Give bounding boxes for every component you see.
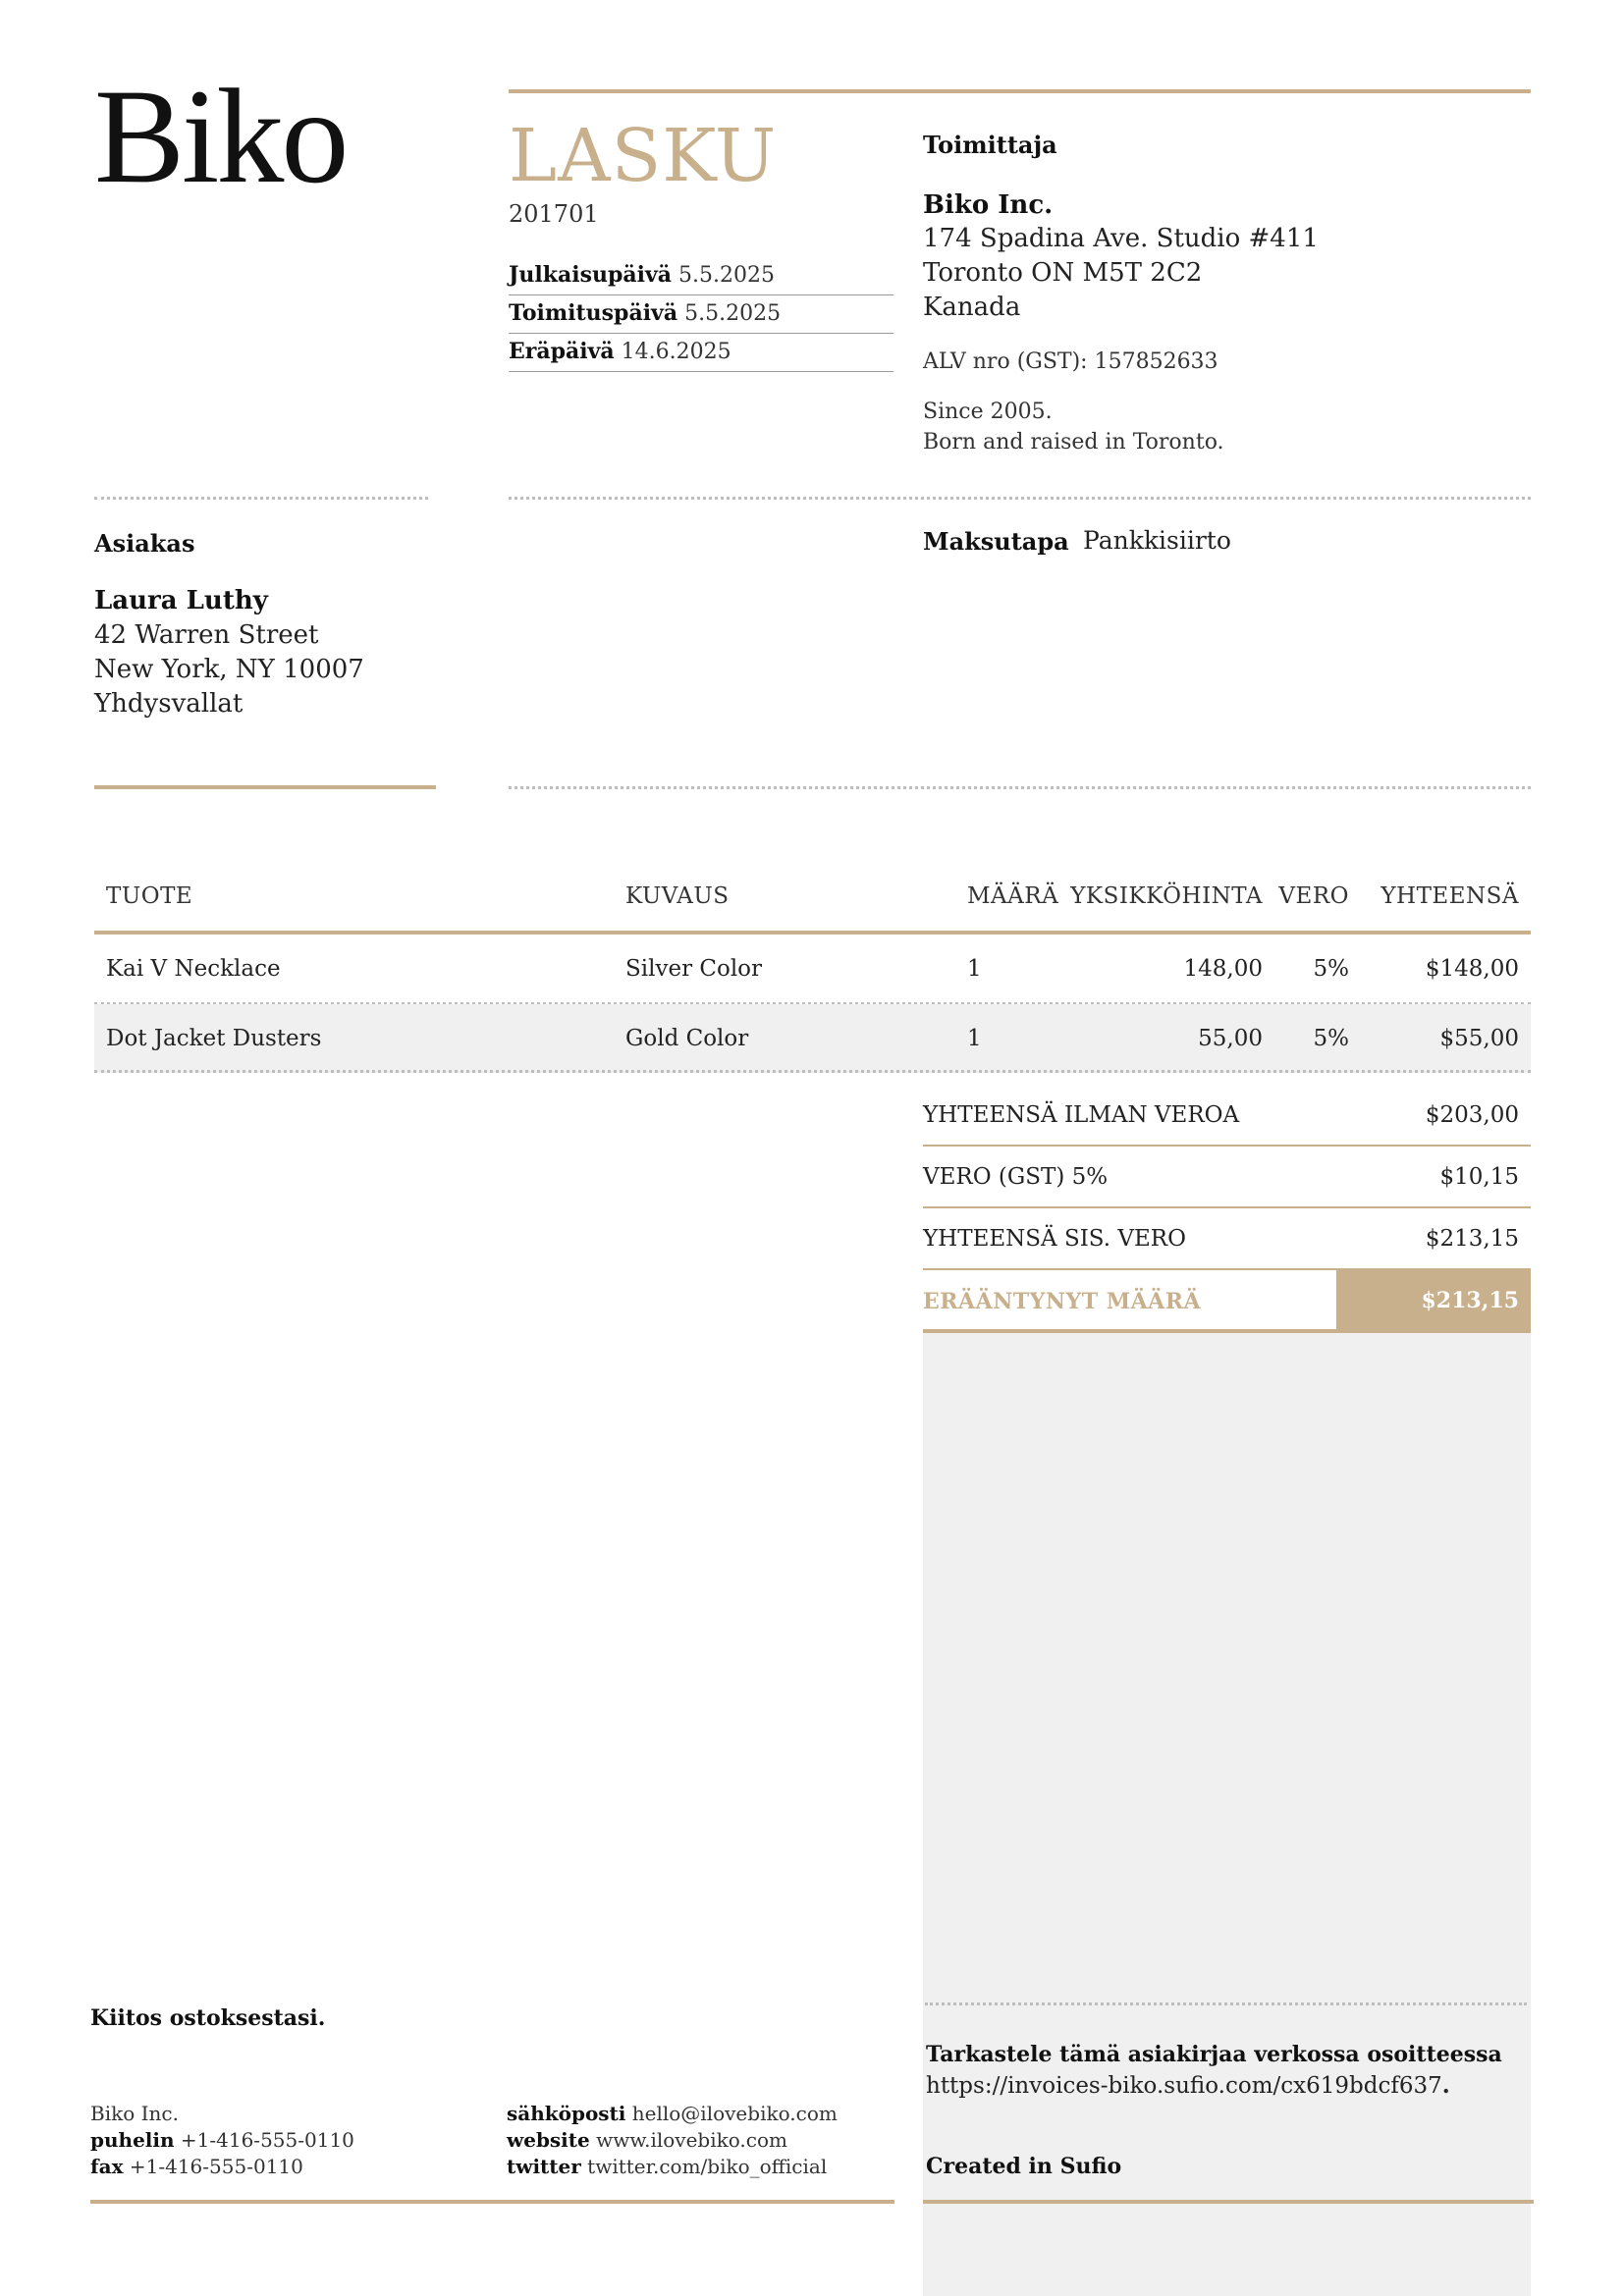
row-product: Kai V Necklace: [106, 956, 281, 982]
invoice-number: 201701: [509, 200, 599, 228]
due-date-label: Eräpäivä: [509, 339, 615, 364]
row-description: Gold Color: [625, 1026, 749, 1051]
row-tax: 5%: [1313, 1026, 1349, 1051]
col-header-total: YHTEENSÄ: [1380, 883, 1519, 909]
row-total: $55,00: [1439, 1026, 1519, 1051]
subtotal-label: YHTEENSÄ ILMAN VEROA: [923, 1102, 1240, 1128]
phone-label: puhelin: [90, 2128, 175, 2152]
customer-address-line-2: New York, NY 10007: [94, 655, 364, 684]
customer-rule: [94, 785, 436, 789]
footer-company-name: Biko Inc.: [90, 2102, 179, 2125]
footer-twitter: [507, 2154, 838, 2180]
supplier-heading: Toimittaja: [923, 131, 1057, 159]
twitter-value[interactable]: twitter.com/biko_official: [587, 2155, 828, 2178]
dotted-divider: [925, 2002, 1527, 2005]
delivery-date-label: Toimituspäivä: [509, 300, 678, 326]
supplier-tagline-2: Born and raised in Toronto.: [923, 430, 1224, 454]
payment-label: Maksutapa: [923, 527, 1069, 556]
col-header-quantity: MÄÄRÄ: [967, 883, 1059, 909]
col-header-tax: VERO: [1278, 883, 1349, 909]
row-product: Dot Jacket Dusters: [106, 1026, 322, 1051]
footer-rule: [90, 2200, 894, 2204]
online-url-suffix: .: [1441, 2072, 1450, 2099]
email-label: sähköposti: [507, 2102, 626, 2125]
row-quantity: 1: [967, 956, 982, 982]
header-rule: [509, 89, 1531, 93]
row-unit-price: 148,00: [1183, 956, 1263, 982]
customer-address-line-3: Yhdysvallat: [94, 689, 244, 719]
due-date-value: 14.6.2025: [621, 340, 731, 364]
footer-contact: [507, 2101, 838, 2180]
phone-value: +1-416-555-0110: [180, 2128, 354, 2152]
supplier-tagline-1: Since 2005.: [923, 400, 1053, 424]
supplier-vat: ALV nro (GST): 157852633: [923, 349, 1218, 374]
due-date-row: [509, 333, 893, 372]
issue-date-label: Julkaisupäivä: [509, 262, 673, 288]
thanks-message: Kiitos ostoksestasi.: [90, 2005, 326, 2031]
row-tax: 5%: [1313, 956, 1349, 982]
table-row: [94, 1004, 1531, 1073]
total-row: [923, 1208, 1531, 1270]
issue-date-row: [509, 256, 893, 295]
amount-due-box: [1336, 1270, 1531, 1329]
amount-due-value: $213,15: [1421, 1288, 1519, 1313]
dotted-divider: [94, 497, 428, 500]
twitter-label: twitter: [507, 2155, 581, 2178]
website-label: website: [507, 2128, 590, 2152]
fax-value: +1-416-555-0110: [129, 2155, 303, 2178]
company-logo: Biko: [94, 61, 347, 211]
row-description: Silver Color: [625, 956, 763, 982]
issue-date-value: 5.5.2025: [678, 263, 775, 288]
footer-company: [90, 2101, 354, 2180]
supplier-name: Biko Inc.: [923, 190, 1054, 220]
online-url[interactable]: https://invoices-biko.sufio.com/cx619bdcf637: [926, 2073, 1442, 2099]
supplier-address-line-1: 174 Spadina Ave. Studio #411: [923, 224, 1319, 253]
row-divider: [94, 1070, 1531, 1073]
col-header-description: KUVAUS: [625, 883, 730, 909]
created-by: Created in Sufio: [926, 2154, 1122, 2179]
total-value: $213,15: [1425, 1226, 1519, 1252]
customer-address-line-1: 42 Warren Street: [94, 620, 319, 650]
notes-panel: [923, 1333, 1531, 2296]
invoice-title: LASKU: [509, 114, 778, 198]
footer-email: [507, 2101, 838, 2127]
customer-name: Laura Luthy: [94, 586, 268, 615]
amount-due-row: [923, 1270, 1531, 1333]
payment-value: Pankkisiirto: [1083, 526, 1231, 555]
row-total: $148,00: [1425, 956, 1519, 982]
delivery-date-value: 5.5.2025: [684, 301, 782, 326]
email-value[interactable]: hello@ilovebiko.com: [631, 2102, 838, 2125]
delivery-date-row: [509, 294, 893, 334]
footer-website: [507, 2127, 838, 2154]
supplier-address-line-2: Toronto ON M5T 2C2: [923, 258, 1203, 288]
table-row: [94, 934, 1531, 1003]
online-link-line: [926, 2072, 1450, 2099]
tax-label: VERO (GST) 5%: [923, 1164, 1109, 1190]
panel-rule: [923, 2200, 1534, 2204]
row-quantity: 1: [967, 1026, 982, 1051]
dotted-divider: [509, 497, 1531, 500]
supplier-address-line-3: Kanada: [923, 293, 1021, 322]
customer-heading: Asiakas: [94, 529, 195, 558]
col-header-product: TUOTE: [106, 883, 193, 909]
subtotal-row: [923, 1085, 1531, 1147]
amount-due-label: ERÄÄNTYNYT MÄÄRÄ: [923, 1289, 1202, 1314]
subtotal-value: $203,00: [1425, 1102, 1519, 1128]
footer-phone: [90, 2127, 354, 2154]
website-value[interactable]: www.ilovebiko.com: [596, 2128, 787, 2152]
row-unit-price: 55,00: [1198, 1026, 1263, 1051]
tax-row: [923, 1147, 1531, 1208]
dotted-divider: [509, 786, 1531, 789]
col-header-unit-price: YKSIKKÖHINTA: [1070, 883, 1263, 909]
footer-fax: [90, 2154, 354, 2180]
total-label: YHTEENSÄ SIS. VERO: [923, 1226, 1186, 1252]
fax-label: fax: [90, 2155, 124, 2178]
online-text: Tarkastele tämä asiakirjaa verkossa osoitteessa: [926, 2042, 1502, 2067]
tax-value: $10,15: [1439, 1164, 1519, 1190]
